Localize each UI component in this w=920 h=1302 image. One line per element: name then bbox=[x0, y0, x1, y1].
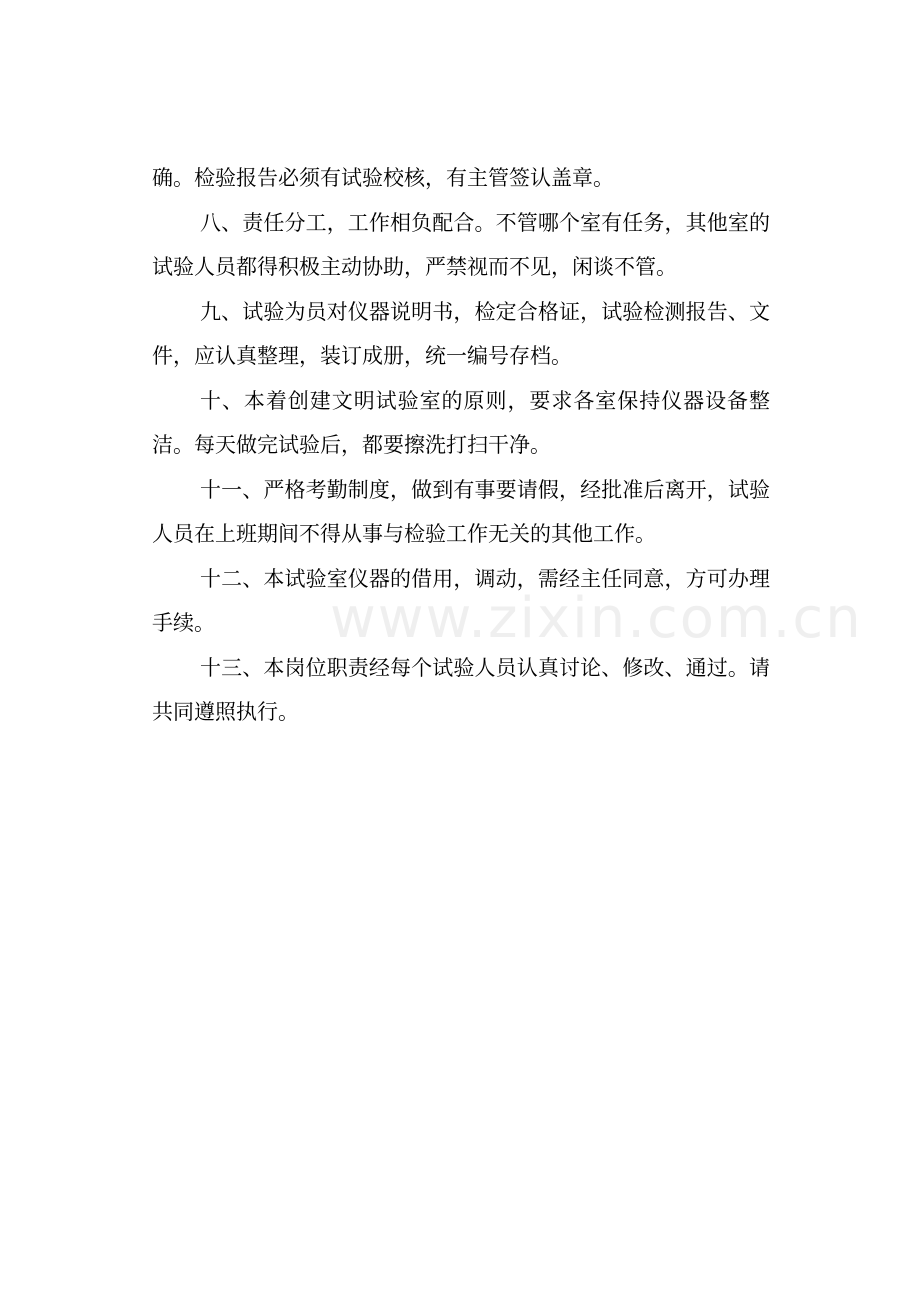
paragraph-item-10: 十、本着创建文明试验室的原则，要求各室保持仪器设备整洁。每天做完试验后，都要擦洗打扫干净。 bbox=[152, 388, 770, 457]
paragraph-item-8: 八、责任分工，工作相负配合。不管哪个室有任务，其他室的试验人员都得积极主动协助，严禁视而不见，闲谈不管。 bbox=[152, 210, 770, 279]
document-body bbox=[152, 156, 770, 735]
paragraph-item-13: 十三、本岗位职责经每个试验人员认真讨论、修改、通过。请共同遵照执行。 bbox=[152, 655, 770, 724]
watermark-text: www.zixin.com.cn bbox=[330, 586, 863, 651]
paragraph-continuation: 确。检验报告必须有试验校核，有主管签认盖章。 bbox=[152, 166, 614, 190]
paragraph-item-12: 十二、本试验室仪器的借用，调动，需经主任同意，方可办理手续。 bbox=[152, 566, 770, 635]
paragraph-item-9: 九、试验为员对仪器说明书，检定合格证，试验检测报告、文件，应认真整理，装订成册，统一编号存档。 bbox=[152, 299, 770, 368]
paragraph-item-11: 十一、严格考勤制度，做到有事要请假，经批准后离开，试验人员在上班期间不得从事与检验工作无关的其他工作。 bbox=[152, 477, 770, 546]
